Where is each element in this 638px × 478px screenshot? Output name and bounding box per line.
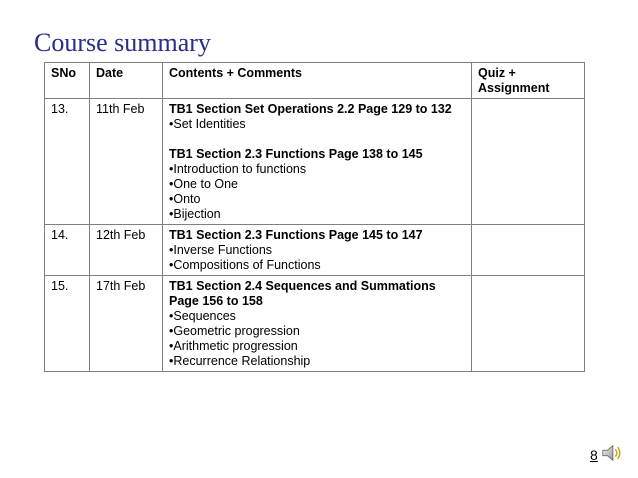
page-number[interactable]: 8 (590, 447, 598, 463)
section-title: TB1 Section 2.4 Sequences and Summations Page 156 to 158 (169, 279, 436, 308)
section-title: TB1 Section 2.3 Functions Page 145 to 147 (169, 228, 423, 242)
page-title: Course summary (34, 28, 211, 57)
row-sno: 14. (45, 225, 90, 276)
row-date: 11th Feb (90, 99, 163, 225)
speaker-icon[interactable] (601, 442, 623, 464)
section-title: TB1 Section Set Operations 2.2 Page 129 to 132 (169, 102, 452, 116)
table-header-row (45, 63, 585, 99)
row-quiz (472, 225, 585, 276)
bullet-item: •Compositions of Functions (169, 258, 321, 272)
header-contents: Contents + Comments (163, 63, 472, 99)
row-contents (163, 225, 472, 276)
bullet-item: •Recurrence Relationship (169, 354, 311, 368)
bullet-item: •Arithmetic progression (169, 339, 298, 353)
course-summary-table (44, 62, 585, 372)
row-sno: 15. (45, 276, 90, 372)
header-date: Date (90, 63, 163, 99)
table-row (45, 225, 585, 276)
bullet-item: •Set Identities (169, 117, 246, 131)
header-quiz-line1: Quiz + (478, 66, 516, 80)
header-quiz (472, 63, 585, 99)
bullet-item: •Bijection (169, 207, 221, 221)
bullet-item: •Inverse Functions (169, 243, 273, 257)
row-quiz (472, 99, 585, 225)
row-contents (163, 276, 472, 372)
header-quiz-line2: Assignment (478, 81, 550, 95)
spacer (169, 132, 465, 147)
row-date: 12th Feb (90, 225, 163, 276)
bullet-item: •Introduction to functions (169, 162, 307, 176)
row-quiz (472, 276, 585, 372)
section-title: TB1 Section 2.3 Functions Page 138 to 145 (169, 147, 423, 161)
bullet-item: •Geometric progression (169, 324, 300, 338)
header-sno: SNo (45, 63, 90, 99)
row-date: 17th Feb (90, 276, 163, 372)
table-row (45, 276, 585, 372)
row-contents (163, 99, 472, 225)
row-sno: 13. (45, 99, 90, 225)
bullet-item: •Onto (169, 192, 201, 206)
bullet-item: •Sequences (169, 309, 236, 323)
bullet-item: •One to One (169, 177, 239, 191)
table-row (45, 99, 585, 225)
